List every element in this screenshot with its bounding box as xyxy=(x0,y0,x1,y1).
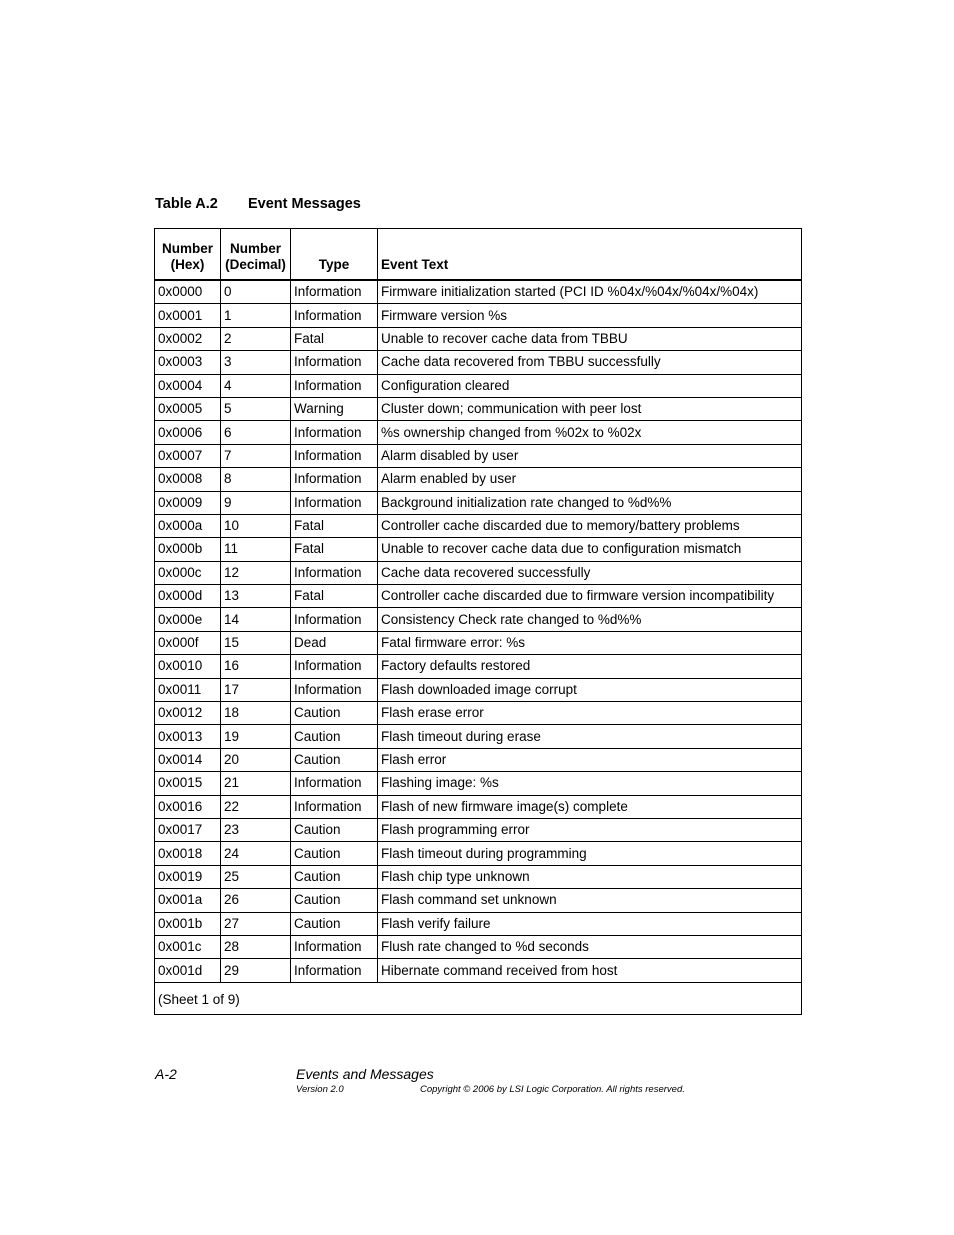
cell-event-text: Flashing image: %s xyxy=(378,772,802,795)
event-messages-table xyxy=(154,228,802,1015)
table-row xyxy=(155,935,802,958)
cell-number-hex: 0x0011 xyxy=(155,678,221,701)
table-caption-label: Table A.2 xyxy=(155,196,218,212)
cell-type: Information xyxy=(291,374,378,397)
cell-number-hex: 0x001c xyxy=(155,935,221,958)
cell-number-hex: 0x0007 xyxy=(155,444,221,467)
cell-number-hex: 0x0015 xyxy=(155,772,221,795)
cell-event-text: Alarm enabled by user xyxy=(378,468,802,491)
table-row xyxy=(155,374,802,397)
cell-event-text: Controller cache discarded due to firmware version incompatibility xyxy=(378,585,802,608)
cell-type: Fatal xyxy=(291,514,378,537)
cell-type: Information xyxy=(291,935,378,958)
cell-number-decimal: 3 xyxy=(221,351,291,374)
table-row xyxy=(155,748,802,771)
header-number-hex: Number (Hex) xyxy=(155,229,221,281)
cell-type: Information xyxy=(291,304,378,327)
cell-number-hex: 0x0000 xyxy=(155,280,221,304)
table-row xyxy=(155,889,802,912)
cell-type: Information xyxy=(291,421,378,444)
cell-event-text: Flush rate changed to %d seconds xyxy=(378,935,802,958)
cell-type: Caution xyxy=(291,912,378,935)
cell-number-hex: 0x000d xyxy=(155,585,221,608)
header-number-decimal: Number (Decimal) xyxy=(221,229,291,281)
cell-type: Information xyxy=(291,655,378,678)
cell-number-hex: 0x001a xyxy=(155,889,221,912)
header-type: Type xyxy=(291,229,378,281)
cell-event-text: Flash of new firmware image(s) complete xyxy=(378,795,802,818)
table-row xyxy=(155,421,802,444)
cell-event-text: Flash timeout during programming xyxy=(378,842,802,865)
cell-number-hex: 0x0014 xyxy=(155,748,221,771)
table-row xyxy=(155,608,802,631)
cell-event-text: Unable to recover cache data from TBBU xyxy=(378,327,802,350)
cell-number-hex: 0x0004 xyxy=(155,374,221,397)
table-row xyxy=(155,351,802,374)
cell-event-text: Flash verify failure xyxy=(378,912,802,935)
cell-event-text: Firmware version %s xyxy=(378,304,802,327)
cell-number-decimal: 9 xyxy=(221,491,291,514)
cell-type: Fatal xyxy=(291,327,378,350)
table-caption-title: Event Messages xyxy=(248,196,361,212)
cell-number-decimal: 5 xyxy=(221,397,291,420)
table-row xyxy=(155,842,802,865)
cell-event-text: Fatal firmware error: %s xyxy=(378,631,802,654)
cell-number-decimal: 13 xyxy=(221,585,291,608)
cell-number-decimal: 27 xyxy=(221,912,291,935)
table-row xyxy=(155,772,802,795)
cell-number-hex: 0x0005 xyxy=(155,397,221,420)
table-row xyxy=(155,725,802,748)
cell-number-hex: 0x001d xyxy=(155,959,221,982)
cell-event-text: Flash error xyxy=(378,748,802,771)
cell-event-text: %s ownership changed from %02x to %02x xyxy=(378,421,802,444)
cell-number-hex: 0x0006 xyxy=(155,421,221,444)
cell-number-decimal: 15 xyxy=(221,631,291,654)
cell-number-hex: 0x001b xyxy=(155,912,221,935)
cell-number-decimal: 22 xyxy=(221,795,291,818)
cell-type: Dead xyxy=(291,631,378,654)
cell-number-decimal: 14 xyxy=(221,608,291,631)
cell-number-hex: 0x0013 xyxy=(155,725,221,748)
cell-type: Caution xyxy=(291,818,378,841)
table-body xyxy=(155,280,802,982)
cell-number-decimal: 11 xyxy=(221,538,291,561)
cell-number-decimal: 2 xyxy=(221,327,291,350)
cell-number-decimal: 18 xyxy=(221,702,291,725)
cell-event-text: Alarm disabled by user xyxy=(378,444,802,467)
table-row xyxy=(155,655,802,678)
cell-number-decimal: 29 xyxy=(221,959,291,982)
table-row xyxy=(155,912,802,935)
cell-number-hex: 0x0012 xyxy=(155,702,221,725)
cell-number-decimal: 1 xyxy=(221,304,291,327)
table-row xyxy=(155,491,802,514)
cell-type: Information xyxy=(291,444,378,467)
cell-number-hex: 0x0001 xyxy=(155,304,221,327)
cell-number-decimal: 20 xyxy=(221,748,291,771)
sheet-note: (Sheet 1 of 9) xyxy=(155,982,802,1014)
cell-number-hex: 0x0008 xyxy=(155,468,221,491)
table-row xyxy=(155,444,802,467)
cell-event-text: Cache data recovered successfully xyxy=(378,561,802,584)
cell-event-text: Configuration cleared xyxy=(378,374,802,397)
footer-version: Version 2.0 xyxy=(296,1084,344,1095)
cell-number-decimal: 0 xyxy=(221,280,291,304)
cell-number-hex: 0x000b xyxy=(155,538,221,561)
cell-number-hex: 0x0003 xyxy=(155,351,221,374)
cell-number-decimal: 4 xyxy=(221,374,291,397)
cell-number-decimal: 12 xyxy=(221,561,291,584)
footer-title: Events and Messages xyxy=(296,1066,434,1082)
cell-type: Caution xyxy=(291,748,378,771)
cell-number-decimal: 25 xyxy=(221,865,291,888)
cell-type: Fatal xyxy=(291,538,378,561)
cell-number-hex: 0x0019 xyxy=(155,865,221,888)
table-row xyxy=(155,468,802,491)
cell-number-hex: 0x0010 xyxy=(155,655,221,678)
cell-event-text: Flash erase error xyxy=(378,702,802,725)
table-footer-row xyxy=(155,982,802,1014)
table-row xyxy=(155,538,802,561)
cell-number-hex: 0x000a xyxy=(155,514,221,537)
cell-number-decimal: 7 xyxy=(221,444,291,467)
cell-type: Information xyxy=(291,468,378,491)
cell-type: Information xyxy=(291,491,378,514)
cell-number-decimal: 23 xyxy=(221,818,291,841)
cell-event-text: Flash timeout during erase xyxy=(378,725,802,748)
cell-event-text: Flash downloaded image corrupt xyxy=(378,678,802,701)
table-row xyxy=(155,678,802,701)
cell-number-hex: 0x0018 xyxy=(155,842,221,865)
cell-number-hex: 0x000f xyxy=(155,631,221,654)
table-row xyxy=(155,865,802,888)
cell-number-decimal: 21 xyxy=(221,772,291,795)
cell-type: Information xyxy=(291,561,378,584)
cell-event-text: Controller cache discarded due to memory/battery problems xyxy=(378,514,802,537)
cell-number-decimal: 24 xyxy=(221,842,291,865)
cell-event-text: Flash chip type unknown xyxy=(378,865,802,888)
cell-event-text: Flash command set unknown xyxy=(378,889,802,912)
cell-number-decimal: 19 xyxy=(221,725,291,748)
cell-number-hex: 0x000c xyxy=(155,561,221,584)
table-row xyxy=(155,561,802,584)
cell-type: Information xyxy=(291,351,378,374)
cell-number-decimal: 6 xyxy=(221,421,291,444)
header-event-text: Event Text xyxy=(378,229,802,281)
cell-type: Information xyxy=(291,772,378,795)
cell-type: Caution xyxy=(291,725,378,748)
table-row xyxy=(155,280,802,304)
cell-event-text: Consistency Check rate changed to %d%% xyxy=(378,608,802,631)
cell-number-hex: 0x0016 xyxy=(155,795,221,818)
table-row xyxy=(155,585,802,608)
cell-type: Information xyxy=(291,280,378,304)
cell-event-text: Cluster down; communication with peer lost xyxy=(378,397,802,420)
table-row xyxy=(155,304,802,327)
cell-number-hex: 0x000e xyxy=(155,608,221,631)
cell-event-text: Unable to recover cache data due to configuration mismatch xyxy=(378,538,802,561)
cell-number-decimal: 8 xyxy=(221,468,291,491)
cell-type: Caution xyxy=(291,842,378,865)
table-row xyxy=(155,397,802,420)
table-row xyxy=(155,959,802,982)
table-row xyxy=(155,818,802,841)
cell-number-decimal: 10 xyxy=(221,514,291,537)
table-row xyxy=(155,327,802,350)
cell-type: Caution xyxy=(291,865,378,888)
table-row xyxy=(155,795,802,818)
cell-event-text: Factory defaults restored xyxy=(378,655,802,678)
cell-type: Fatal xyxy=(291,585,378,608)
cell-type: Warning xyxy=(291,397,378,420)
table-row xyxy=(155,702,802,725)
table-header-row xyxy=(155,229,802,281)
cell-number-decimal: 28 xyxy=(221,935,291,958)
cell-type: Caution xyxy=(291,702,378,725)
table-row xyxy=(155,514,802,537)
table-caption xyxy=(155,196,361,212)
cell-type: Information xyxy=(291,959,378,982)
cell-event-text: Flash programming error xyxy=(378,818,802,841)
cell-number-decimal: 17 xyxy=(221,678,291,701)
cell-type: Information xyxy=(291,608,378,631)
cell-number-hex: 0x0017 xyxy=(155,818,221,841)
cell-event-text: Firmware initialization started (PCI ID %04x/%04x/%04x/%04x) xyxy=(378,280,802,304)
cell-type: Information xyxy=(291,795,378,818)
cell-type: Caution xyxy=(291,889,378,912)
cell-type: Information xyxy=(291,678,378,701)
cell-event-text: Hibernate command received from host xyxy=(378,959,802,982)
cell-number-decimal: 26 xyxy=(221,889,291,912)
table-row xyxy=(155,631,802,654)
cell-event-text: Background initialization rate changed to %d%% xyxy=(378,491,802,514)
cell-number-hex: 0x0009 xyxy=(155,491,221,514)
footer-page-number: A-2 xyxy=(155,1066,177,1082)
cell-event-text: Cache data recovered from TBBU successfully xyxy=(378,351,802,374)
cell-number-hex: 0x0002 xyxy=(155,327,221,350)
cell-number-decimal: 16 xyxy=(221,655,291,678)
footer-copyright: Copyright © 2006 by LSI Logic Corporation. All rights reserved. xyxy=(420,1084,685,1095)
